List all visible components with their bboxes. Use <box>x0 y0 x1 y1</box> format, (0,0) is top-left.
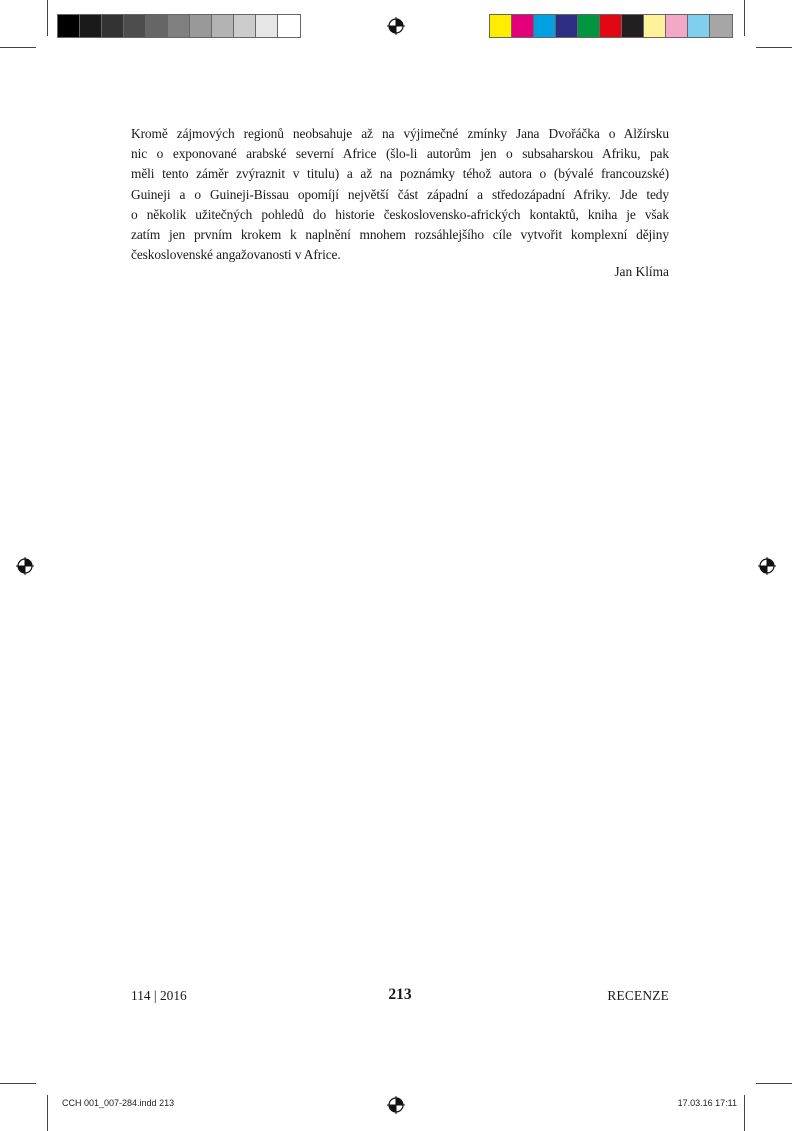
color-swatch <box>102 15 124 37</box>
color-swatch <box>80 15 102 37</box>
registration-mark-icon <box>387 17 405 35</box>
text-line: nic o exponované arabské severní Africe (šlo-li autorům jen o subsaharskou Afriku, pak <box>131 146 669 162</box>
crop-mark <box>744 0 745 36</box>
color-swatch <box>666 15 688 37</box>
text-line: Guineji a o Guineji-Bissau opomíjí největší část západní a středozápadní Afriky. Jde tedy <box>131 186 669 202</box>
registration-mark-icon <box>387 1096 405 1114</box>
crop-mark <box>744 1095 745 1131</box>
color-swatch <box>490 15 512 37</box>
process-color-bar <box>489 14 733 38</box>
slug-file-info: CCH 001_007-284.indd 213 <box>62 1098 175 1108</box>
crop-mark <box>0 1083 36 1084</box>
color-swatch <box>688 15 710 37</box>
grayscale-color-bar <box>57 14 301 38</box>
color-swatch <box>710 15 732 37</box>
color-swatch <box>534 15 556 37</box>
color-swatch <box>512 15 534 37</box>
color-swatch <box>256 15 278 37</box>
registration-mark-icon <box>16 557 34 575</box>
text-line: Kromě zájmových regionů neobsahuje až na výjimečné zmínky Jana Dvořáčka o Alžírsku <box>131 126 669 141</box>
color-swatch <box>212 15 234 37</box>
color-swatch <box>168 15 190 37</box>
article-paragraph <box>131 124 669 265</box>
text-line: o několik užitečných pohledů do historie československo-afrických kontaktů, kniha je však <box>131 206 669 222</box>
color-swatch <box>234 15 256 37</box>
color-swatch <box>600 15 622 37</box>
color-swatch <box>124 15 146 37</box>
slug-timestamp: 17.03.16 17:11 <box>677 1098 737 1108</box>
text-line: československé angažovanosti v Africe. <box>131 247 341 263</box>
color-swatch <box>622 15 644 37</box>
crop-mark <box>756 47 792 48</box>
color-swatch <box>278 15 300 37</box>
crop-mark <box>0 47 36 48</box>
color-swatch <box>644 15 666 37</box>
registration-mark-icon <box>758 557 776 575</box>
crop-mark <box>756 1083 792 1084</box>
text-line: měli tento záměr zvýraznit v titulu) a až na poznámky téhož autora o (bývalé francouzské) <box>131 166 669 182</box>
crop-mark <box>47 0 48 36</box>
color-swatch <box>578 15 600 37</box>
page-number: 213 <box>388 986 412 1003</box>
color-swatch <box>556 15 578 37</box>
author-signature: Jan Klíma <box>614 264 669 279</box>
color-swatch <box>190 15 212 37</box>
text-line: zatím jen prvním krokem k naplnění mnohem rozsáhlejšího cíle vytvořit komplexní dějiny <box>131 227 669 243</box>
crop-mark <box>47 1095 48 1131</box>
color-swatch <box>146 15 168 37</box>
color-swatch <box>58 15 80 37</box>
issue-info: 114 | 2016 <box>131 988 187 1003</box>
section-name: RECENZE <box>607 988 669 1003</box>
